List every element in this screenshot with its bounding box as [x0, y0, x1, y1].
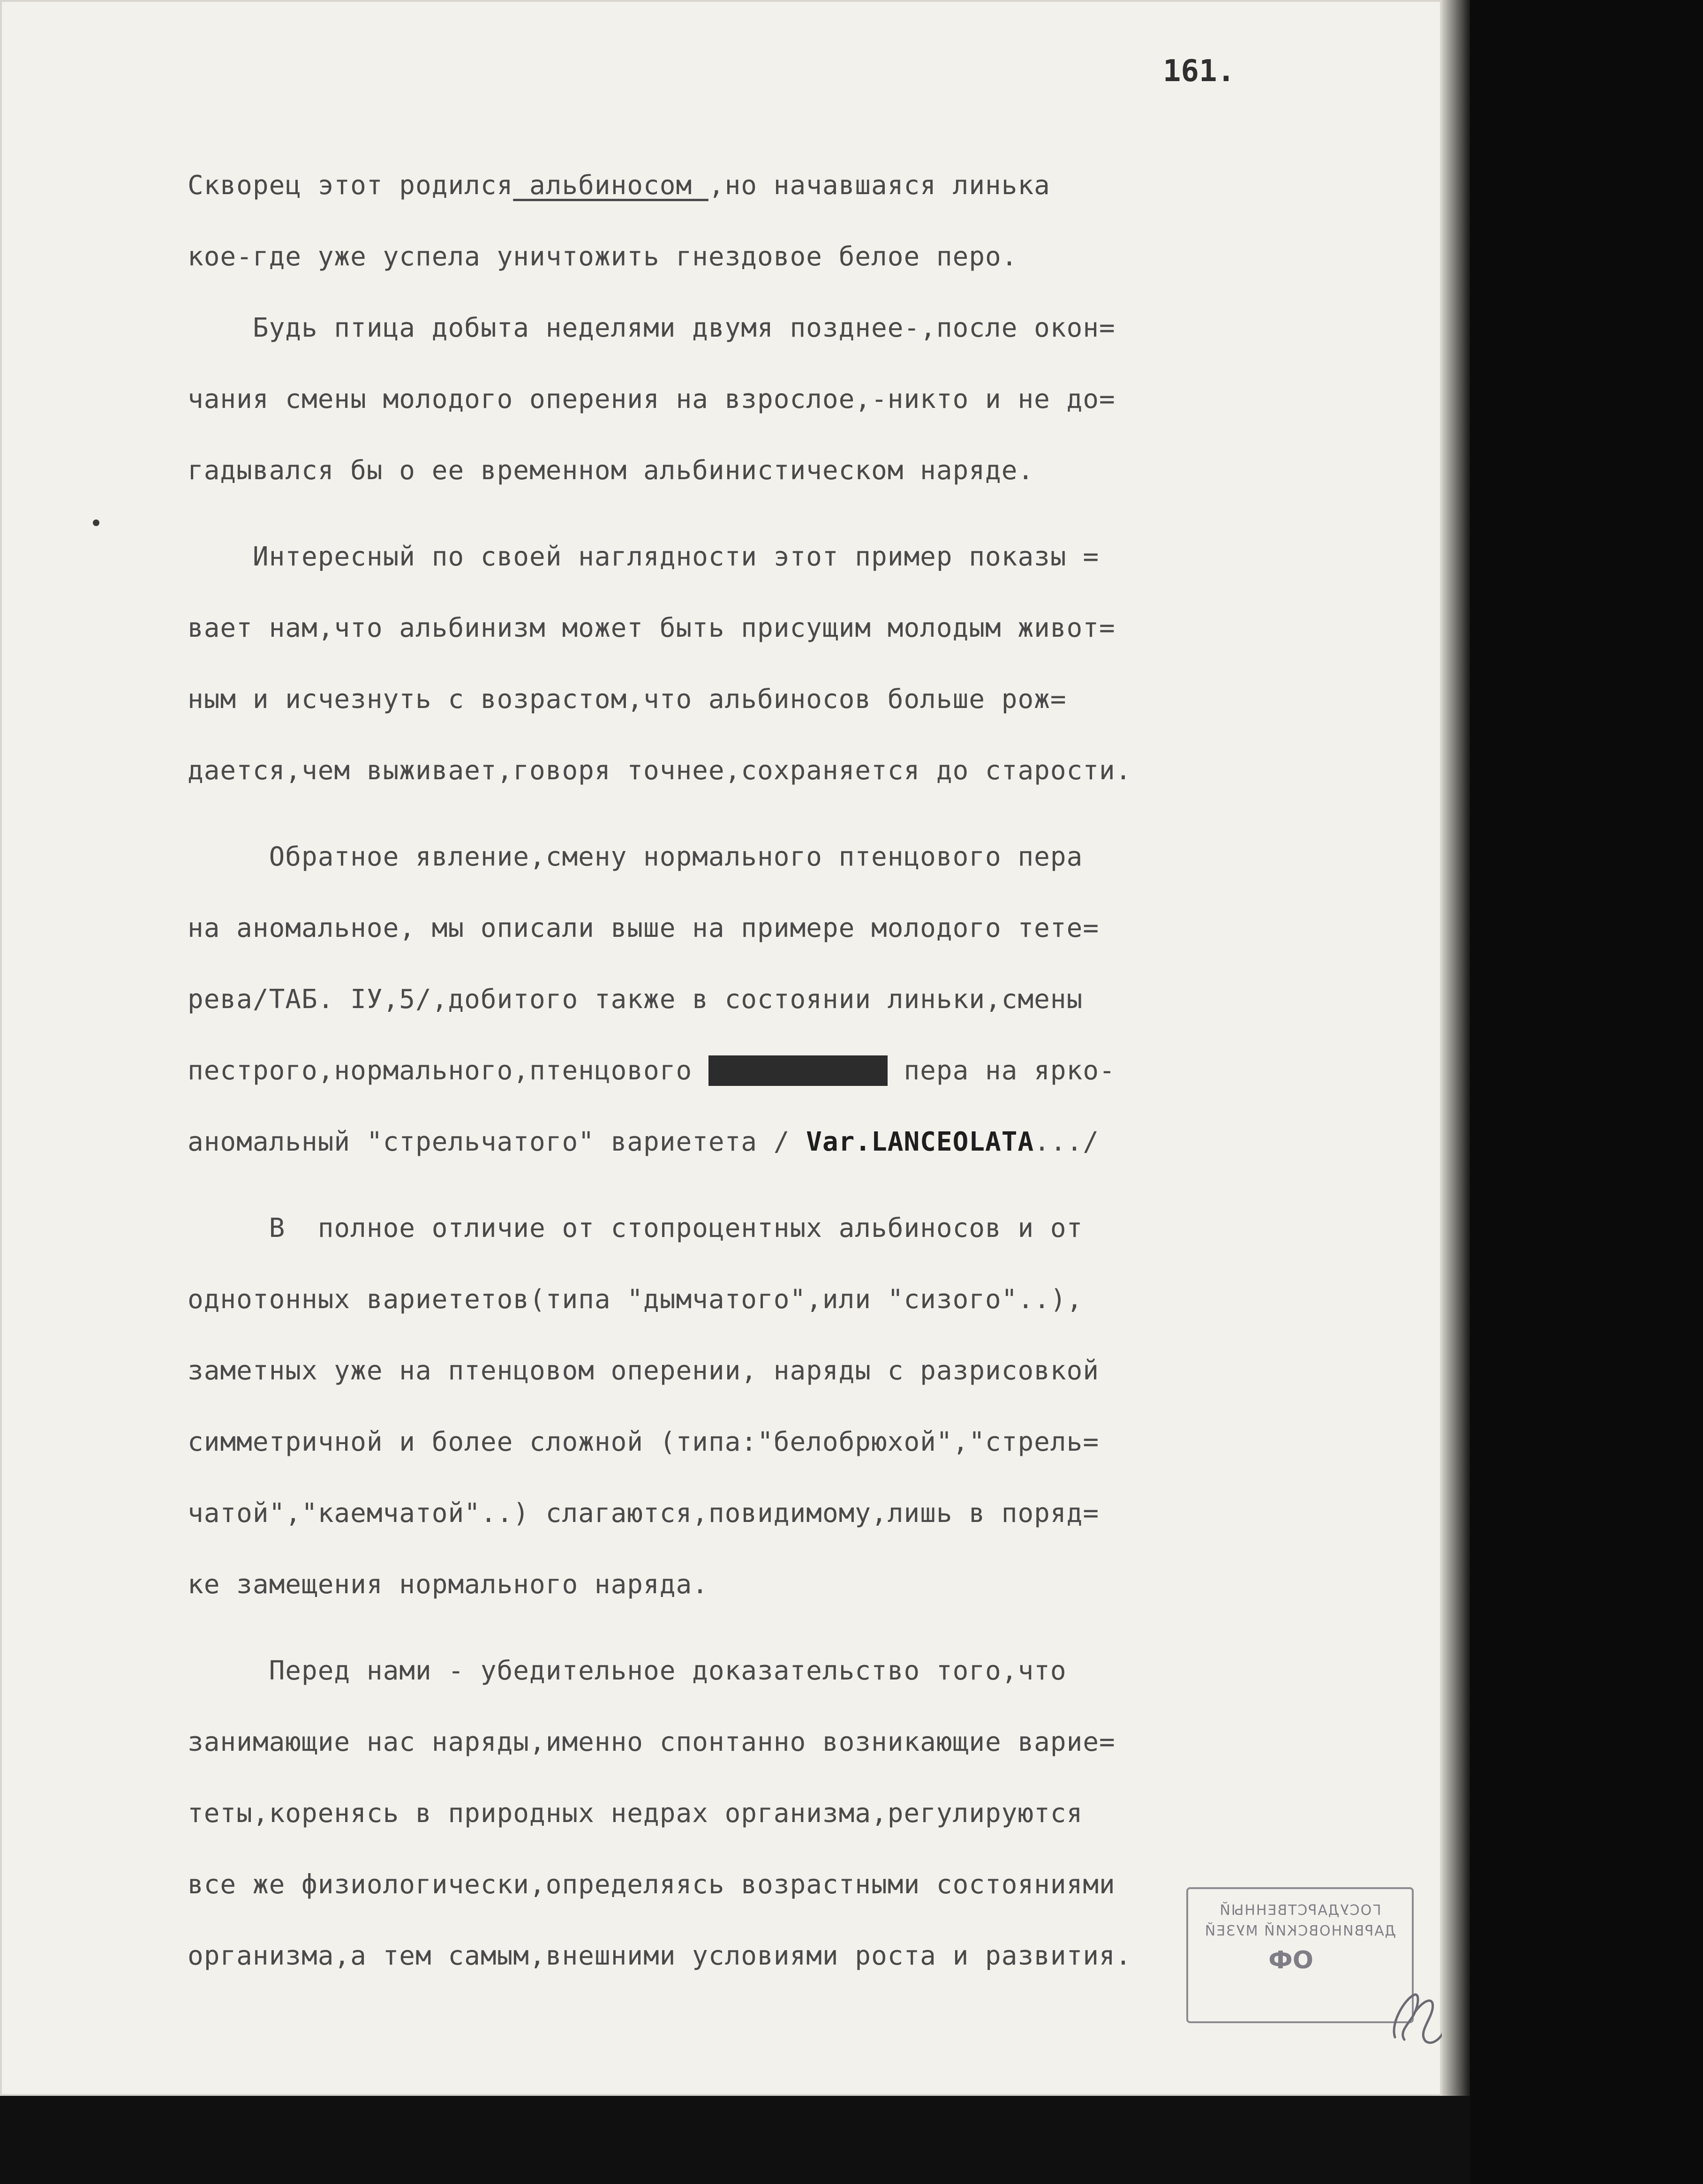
text-line	[188, 1107, 1379, 1178]
text-line: дается,чем выживает,говоря точнее,сохраняется до старости.	[188, 755, 1132, 786]
text-line: гадывался бы о ее временном альбинистическом наряде.	[188, 455, 1034, 486]
text-line: Будь птица добыта неделями двумя позднее-,после окон=	[188, 313, 1115, 343]
text-segment: пестрого,нормального,птенцового	[188, 1055, 708, 1086]
text-segment: аномальный "стрельчатого" вариетета /	[188, 1127, 806, 1157]
text-line: организма,а тем самым,внешними условиями роста и развития.	[188, 1941, 1132, 1971]
text-line: Перед нами - убедительное доказательство того,что	[188, 1656, 1067, 1686]
text-line: ке замещения нормального наряда.	[188, 1569, 708, 1600]
text-line: симметричной и более сложной (типа:"белобрюхой","стрель=	[188, 1427, 1100, 1457]
text-line: ным и исчезнуть с возрастом,что альбиносов больше рож=	[188, 684, 1067, 715]
underlined-word: альбиносом	[513, 170, 708, 201]
text-line: рева/ТАБ. IУ,5/,добитого также в состоянии линьки,смены	[188, 984, 1083, 1015]
text-line: однотонных вариететов(типа "дымчатого",или "сизого"..),	[188, 1284, 1083, 1315]
stamp-fund-code: ОФ	[1268, 1946, 1313, 1974]
text-line: вает нам,что альбинизм может быть присущим молодым живот=	[188, 613, 1115, 643]
text-line: В полное отличие от стопроцентных альбиносов и от	[188, 1213, 1083, 1243]
text-line	[188, 150, 1379, 221]
text-segment: .../	[1034, 1127, 1100, 1157]
text-line: заметных уже на птенцовом оперении, наряды с разрисовкой	[188, 1356, 1100, 1386]
text-line: чания смены молодого оперения на взрослое,-никто и не до=	[188, 384, 1115, 414]
text-line: занимающие нас наряды,именно спонтанно возникающие варие=	[188, 1727, 1115, 1757]
text-line: все же физиологически,определяясь возрастными состояниями	[188, 1869, 1115, 1900]
text-segment: пера на ярко-	[887, 1055, 1115, 1086]
text-line	[188, 1035, 1379, 1107]
typed-text-body	[188, 150, 1379, 1992]
page-number: 161.	[1163, 54, 1236, 89]
scan-background	[0, 2096, 1470, 2184]
text-line: теты,коренясь в природных недрах организма,регулируются	[188, 1798, 1083, 1829]
text-line: Интересный по своей наглядности этот пример показы =	[188, 542, 1100, 572]
text-line: чатой","каемчатой"..) слагаются,повидимому,лишь в поряд=	[188, 1498, 1100, 1529]
struck-out-word: нормального	[708, 1055, 888, 1086]
latin-variety-name: Var.LANCEOLATA	[806, 1127, 1034, 1157]
museum-stamp	[1186, 1887, 1414, 2023]
text-segment: ,но начавшаяся линька	[708, 170, 1050, 201]
text-line: Обратное явление,смену нормального птенцового пера	[188, 842, 1083, 872]
stamp-line: ГОСУДАРСТВЕННЫЙ	[1219, 1902, 1381, 1919]
text-line: кое-где уже успела уничтожить гнездовое белое перо.	[188, 241, 1018, 272]
text-segment: Скворец этот родился	[188, 170, 513, 201]
stamp-line: ДАРВИНОВСКИЙ МУЗЕЙ	[1204, 1923, 1396, 1939]
ink-dot-mark	[93, 520, 99, 526]
text-line: на аномальное, мы описали выше на примере молодого тете=	[188, 913, 1100, 943]
page-edge-shadow	[1442, 0, 1470, 2096]
handwritten-signature	[1386, 1981, 1451, 2051]
